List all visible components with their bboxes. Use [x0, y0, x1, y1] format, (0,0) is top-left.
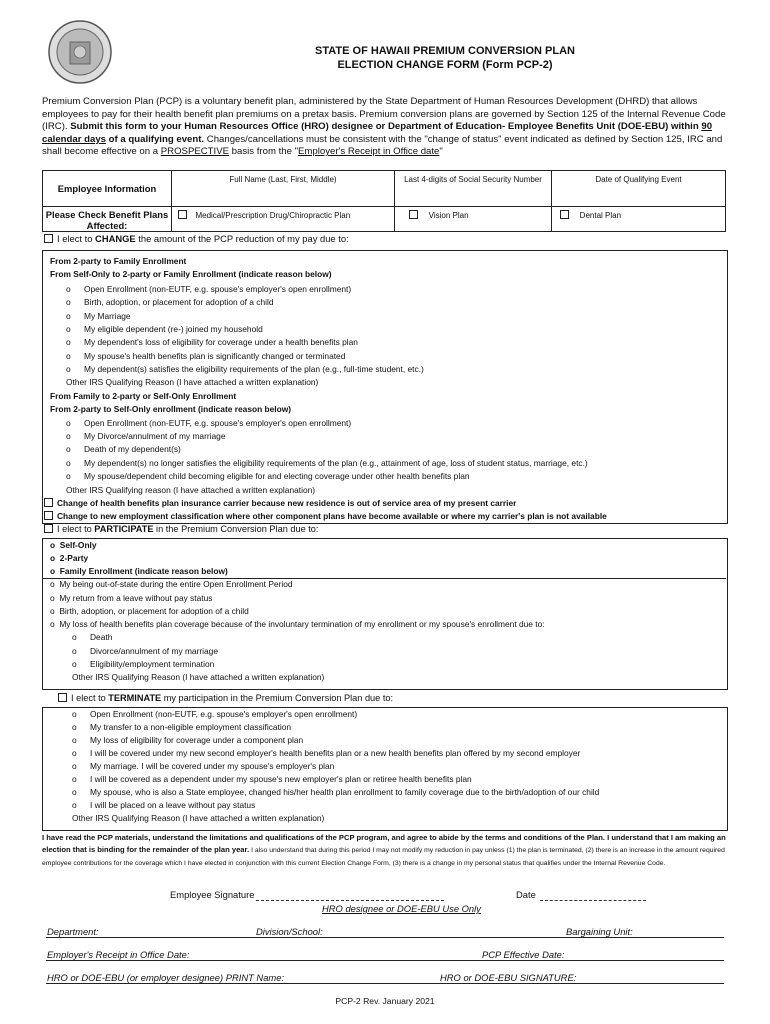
terminate-other[interactable]: Other IRS Qualifying Reason (I have attached a written explanation)	[72, 813, 325, 823]
terminate-election-heading[interactable]: I elect to TERMINATE my participation in the Premium Conversion Plan due to:	[58, 692, 393, 705]
participate-opt-1[interactable]: o 2-Party	[50, 553, 89, 563]
terminate-item-6[interactable]: o My spouse, who is also a State employee, changed his/her health plan enrollment to family coverage due to the birth/adoption of our child	[72, 787, 600, 797]
hro-use-only-label: HRO designee or DOE-EBU Use Only	[322, 903, 481, 914]
change-b-3[interactable]: o My dependent(s) no longer satisfies the eligibility requirements of the plan (e.g., attainment of age, loss of student status, marriage, etc.)	[66, 458, 588, 468]
terminate-item-0[interactable]: o Open Enrollment (non-EUTF, e.g. spouse's employer's open enrollment)	[72, 709, 358, 719]
change-b-4[interactable]: o My spouse/dependent child becoming eligible for and electing coverage under other health benefits plan	[66, 471, 470, 481]
print-name-line[interactable]	[46, 983, 724, 984]
certification-statement: I have read the PCP materials, understand the limitations and qualifications of the PCP program, and agree to abide by the terms and conditions of the Plan. I understand that I am making an election that is binding for the remainder of the plan year. I also understand that during this period I may not modify my reduction in pay unless (1) the plan is terminated, (2) there is an increase in the amount required employee contributions for the coverage which I have elected in conjunction with this current Election Change Form, (3) there is a change in my personal status that qualifies under the Internal Revenue Code.	[42, 833, 726, 867]
check-plans-label: Please Check Benefit Plans Affected:	[43, 207, 172, 232]
change-a-3[interactable]: o My eligible dependent (re-) joined my household	[66, 324, 263, 334]
terminate-item-2[interactable]: o My loss of eligibility for coverage under a component plan	[72, 735, 304, 745]
participate-reason-2[interactable]: o Birth, adoption, or placement for adoption of a child	[50, 606, 249, 616]
employee-signature-label: Employee Signature	[170, 889, 255, 900]
plan-medical[interactable]: Medical/Prescription Drug/Chiropractic Plan	[172, 207, 395, 232]
change-a-0[interactable]: o Open Enrollment (non-EUTF, e.g. spouse's employer's open enrollment)	[66, 284, 352, 294]
employee-info-table	[42, 170, 726, 232]
change-election-heading[interactable]: I elect to CHANGE the amount of the PCP reduction of my pay due to:	[44, 232, 349, 245]
section-heading: From 2-party to Family Enrollment	[50, 256, 187, 266]
participate-reason-3[interactable]: o My loss of health benefits plan coverage because of the involuntary termination of my enrollment or my spouse's enrollment due to:	[50, 619, 545, 629]
date-label: Date	[516, 889, 536, 900]
change-carrier-option[interactable]: Change of health benefits plan insurance carrier because new residence is out of service area of my present carrier	[44, 497, 516, 510]
date-line[interactable]	[540, 900, 646, 901]
section-heading: From Family to 2-party or Self-Only Enrollment	[50, 391, 237, 401]
employee-info-label: Employee Information	[43, 171, 172, 207]
change-b-1[interactable]: o My Divorce/annulment of my marriage	[66, 431, 226, 441]
participate-sub-0[interactable]: o Death	[72, 632, 113, 642]
participate-reason-1[interactable]: o My return from a leave without pay status	[50, 593, 213, 603]
checkbox[interactable]	[44, 498, 53, 507]
terminate-item-5[interactable]: o I will be covered as a dependent under my spouse's new employer's plan or retiree health benefits plan	[72, 774, 472, 784]
division-label: Division/School:	[256, 926, 323, 937]
state-seal-logo	[48, 20, 112, 84]
participate-sub-1[interactable]: o Divorce/annulment of my marriage	[72, 646, 219, 656]
participate-election-heading[interactable]: I elect to PARTICIPATE in the Premium Conversion Plan due to:	[44, 523, 318, 536]
employee-signature-line[interactable]	[256, 900, 444, 901]
participate-opt-0[interactable]: o Self-Only	[50, 540, 97, 550]
checkbox[interactable]	[44, 234, 53, 243]
department-label: Department:	[47, 926, 99, 937]
hro-signature-label: HRO or DOE-EBU SIGNATURE:	[440, 972, 577, 983]
ssn-field[interactable]: Last 4-digits of Social Security Number	[395, 171, 552, 207]
receipt-date-label: Employer's Receipt in Office Date:	[47, 949, 190, 960]
change-classification-option[interactable]: Change to new employment classification where other component plans have become available or where my carrier's plan is not available	[44, 510, 607, 523]
plan-dental[interactable]: Dental Plan	[552, 207, 726, 232]
department-line[interactable]	[46, 937, 724, 938]
change-a-6[interactable]: o My dependent(s) satisfies the eligibility requirements of the plan (e.g., full-time student, etc.)	[66, 364, 424, 374]
receipt-line[interactable]	[46, 960, 724, 961]
participate-sub-2[interactable]: o Eligibility/employment termination	[72, 659, 215, 669]
checkbox[interactable]	[44, 524, 53, 533]
checkbox[interactable]	[58, 693, 67, 702]
checkbox[interactable]	[44, 511, 53, 520]
terminate-item-7[interactable]: o I will be placed on a leave without pay status	[72, 800, 256, 810]
section-heading: From Self-Only to 2-party or Family Enrollment (indicate reason below)	[50, 269, 332, 279]
terminate-item-4[interactable]: o My marriage. I will be covered under my spouse's employer's plan	[72, 761, 335, 771]
checkbox[interactable]	[560, 210, 569, 219]
terminate-item-3[interactable]: o I will be covered under my new second employer's health benefits plan or a new health benefits plan offered by my second employer	[72, 748, 581, 758]
change-b-other[interactable]: Other IRS Qualifying reason (I have attached a written explanation)	[66, 485, 316, 495]
plan-vision[interactable]: Vision Plan	[395, 207, 552, 232]
participate-opt-2[interactable]: o Family Enrollment (indicate reason below)	[50, 566, 228, 576]
revision-footer: PCP-2 Rev. January 2021	[335, 996, 435, 1006]
form-title: STATE OF HAWAII PREMIUM CONVERSION PLAN ELECTION CHANGE FORM (Form PCP-2)	[315, 45, 575, 71]
intro-paragraph: Premium Conversion Plan (PCP) is a voluntary benefit plan, administered by the State Department of Human Resources Development (DHRD) that allows employees to pay for their health benefit plan premiums on a pretax basis. Premium conversion plans are governed by Section 125 of the Internal Revenue Code (IRC). Submit this form to your Human Resources Office (HRO) designee or Department of Education- Employee Benefits Unit (DOE-EBU) within 90 calendar days of a qualifying event. Changes/cancellations must be consistent with the "change of status" event indicated as defined by Section 125, IRC and shall become effective on a PROSPECTIVE basis from the "Employer's Receipt in Office date"	[42, 96, 726, 157]
participate-other[interactable]: Other IRS Qualifying Reason (I have attached a written explanation)	[72, 672, 325, 682]
print-name-label: HRO or DOE-EBU (or employer designee) PRINT Name:	[47, 972, 285, 983]
participate-reason-0[interactable]: o My being out-of-state during the entire Open Enrollment Period	[50, 579, 293, 589]
terminate-item-1[interactable]: o My transfer to a non-eligible employment classification	[72, 722, 292, 732]
change-a-4[interactable]: o My dependent's loss of eligibility for coverage under a health benefits plan	[66, 337, 358, 347]
qualifying-event-date-field[interactable]: Date of Qualifying Event	[552, 171, 726, 207]
change-a-other[interactable]: Other IRS Qualifying Reason (I have attached a written explanation)	[66, 377, 319, 387]
change-b-0[interactable]: o Open Enrollment (non-EUTF, e.g. spouse's employer's open enrollment)	[66, 418, 352, 428]
change-b-2[interactable]: o Death of my dependent(s)	[66, 444, 181, 454]
pcp-effective-date-label: PCP Effective Date:	[482, 949, 565, 960]
bargaining-unit-label: Bargaining Unit:	[566, 926, 633, 937]
section-heading: From 2-party to Self-Only enrollment (indicate reason below)	[50, 404, 292, 414]
change-a-2[interactable]: o My Marriage	[66, 311, 131, 321]
checkbox[interactable]	[409, 210, 418, 219]
checkbox[interactable]	[178, 210, 187, 219]
full-name-field[interactable]: Full Name (Last, First, Middle)	[172, 171, 395, 207]
change-a-5[interactable]: o My spouse's health benefits plan is significantly changed or terminated	[66, 351, 346, 361]
change-a-1[interactable]: o Birth, adoption, or placement for adoption of a child	[66, 297, 274, 307]
